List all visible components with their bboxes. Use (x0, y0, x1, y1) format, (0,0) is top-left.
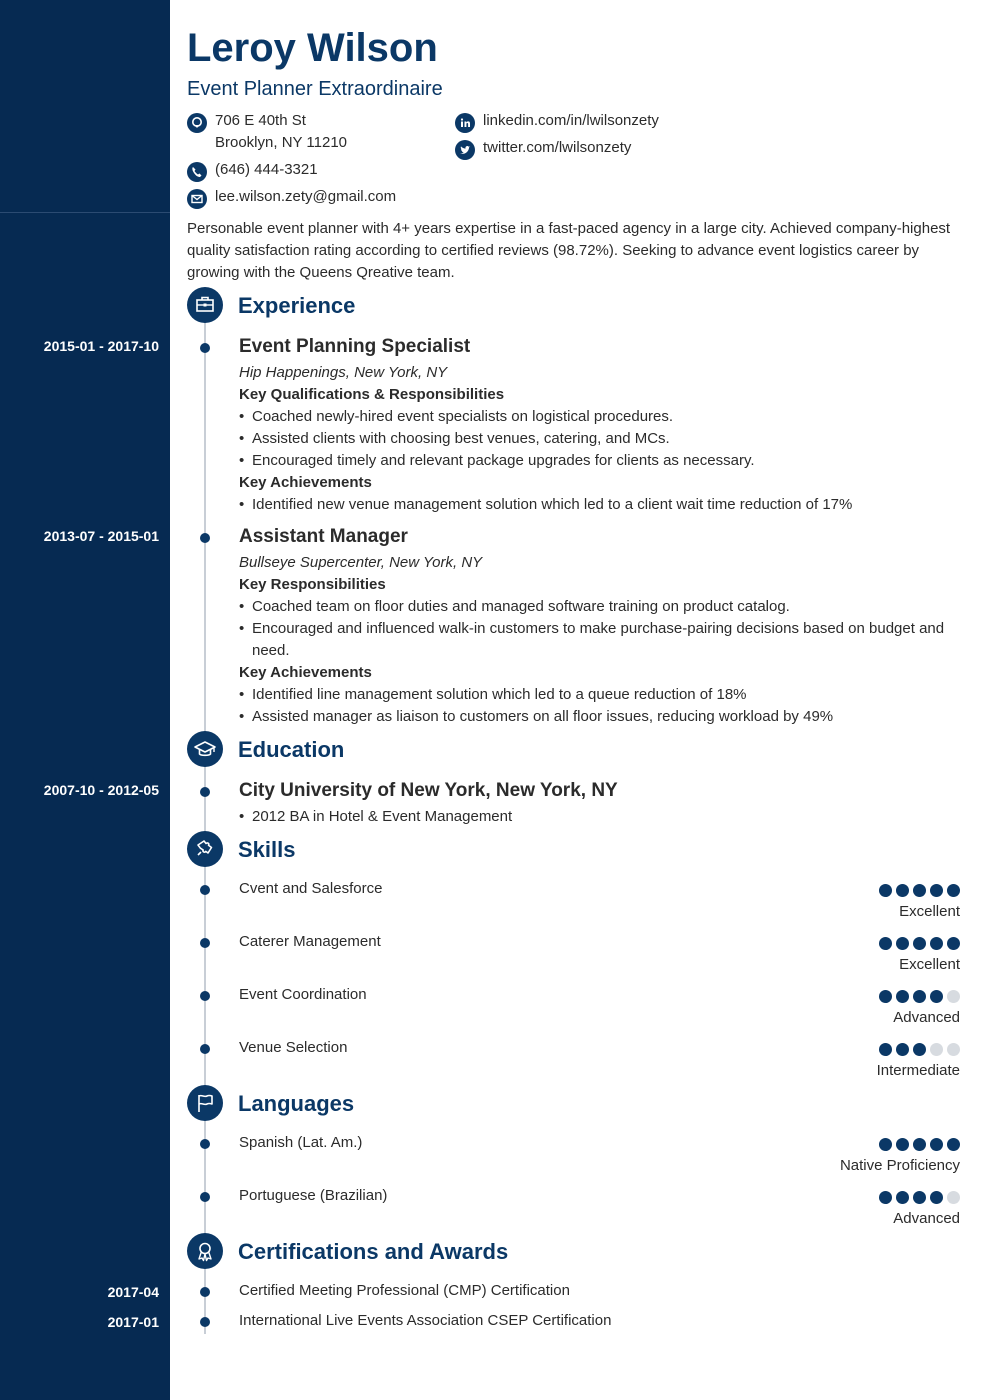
phone-icon (187, 162, 207, 182)
job-dates: 2015-01 - 2017-10 (43, 338, 159, 354)
rating-dot-filled (947, 937, 960, 950)
email-icon (187, 189, 207, 209)
skill-rating (875, 1043, 960, 1056)
degree-item: • 2012 BA in Hotel & Event Management (239, 806, 959, 828)
rating-dot-empty (947, 1191, 960, 1204)
rating-dot-filled (896, 1043, 909, 1056)
rating-dot-filled (913, 937, 926, 950)
rating-dot-filled (930, 1138, 943, 1151)
education-dates: 2007-10 - 2012-05 (43, 782, 159, 798)
rating-dot-filled (913, 884, 926, 897)
rating-dot-filled (879, 990, 892, 1003)
responsibilities-heading: Key Responsibilities (239, 576, 386, 593)
email-address[interactable]: lee.wilson.zety@gmail.com (215, 188, 397, 205)
rating-dot-filled (913, 990, 926, 1003)
responsibility-item: • Encouraged timely and relevant package upgrades for clients as necessary. (239, 450, 959, 472)
certification-date: 2017-04 (107, 1284, 159, 1300)
language-rating (875, 1138, 960, 1151)
timeline-dot (200, 1287, 210, 1297)
languages-heading: Languages (238, 1091, 355, 1116)
rating-dot-filled (913, 1043, 926, 1056)
timeline-dot (200, 1317, 210, 1327)
location-icon (187, 113, 207, 133)
skill-rating (875, 884, 960, 897)
skill-level-label: Advanced (893, 1009, 960, 1026)
rating-dot-empty (947, 990, 960, 1003)
puzzle-icon (187, 831, 223, 867)
candidate-title: Event Planner Extraordinaire (187, 78, 443, 100)
rating-dot-filled (930, 884, 943, 897)
rating-dot-empty (947, 1043, 960, 1056)
rating-dot-filled (896, 990, 909, 1003)
timeline-dot (200, 343, 210, 353)
skills-heading: Skills (238, 837, 296, 862)
rating-dot-filled (913, 1138, 926, 1151)
responsibility-item: • Assisted clients with choosing best venues, catering, and MCs. (239, 428, 959, 450)
skill-name: Venue Selection (239, 1039, 348, 1056)
address-line1: 706 E 40th St (215, 112, 306, 129)
skill-rating (875, 990, 960, 1003)
rating-dot-filled (930, 937, 943, 950)
timeline-line (204, 322, 206, 1334)
skill-rating (875, 937, 960, 950)
language-name: Spanish (Lat. Am.) (239, 1134, 363, 1151)
rating-dot-filled (879, 1191, 892, 1204)
responsibility-item: • Encouraged and influenced walk-in customers to make purchase-pairing decisions based on budget and need. (239, 618, 959, 662)
skill-level-label: Excellent (899, 956, 960, 973)
achievements-heading: Key Achievements (239, 474, 372, 491)
rating-dot-filled (913, 1191, 926, 1204)
rating-dot-filled (879, 937, 892, 950)
award-ribbon-icon (187, 1233, 223, 1269)
timeline-dot (200, 885, 210, 895)
certification-name: International Live Events Association CSEP Certification (239, 1312, 612, 1329)
responsibility-item: • Coached team on floor duties and managed software training on product catalog. (239, 596, 959, 618)
timeline-dot (200, 991, 210, 1001)
rating-dot-filled (896, 884, 909, 897)
job-dates: 2013-07 - 2015-01 (43, 528, 159, 544)
timeline-dot (200, 533, 210, 543)
rating-dot-filled (879, 884, 892, 897)
job-company: Hip Happenings, New York, NY (239, 364, 448, 381)
responsibility-item: • Coached newly-hired event specialists on logistical procedures. (239, 406, 959, 428)
rating-dot-empty (930, 1043, 943, 1056)
candidate-name: Leroy Wilson (187, 26, 438, 70)
rating-dot-filled (879, 1138, 892, 1151)
rating-dot-filled (930, 1191, 943, 1204)
language-name: Portuguese (Brazilian) (239, 1187, 388, 1204)
certification-date: 2017-01 (107, 1314, 159, 1330)
rating-dot-filled (896, 937, 909, 950)
address-line2: Brooklyn, NY 11210 (215, 134, 348, 151)
job-title: Assistant Manager (239, 526, 408, 547)
linkedin-icon (455, 113, 475, 133)
timeline-dot (200, 1192, 210, 1202)
linkedin-url[interactable]: linkedin.com/in/lwilsonzety (483, 112, 659, 129)
timeline-dot (200, 1139, 210, 1149)
rating-dot-filled (947, 1138, 960, 1151)
rating-dot-filled (896, 1191, 909, 1204)
skill-name: Caterer Management (239, 933, 381, 950)
achievement-item: • Identified line management solution which led to a queue reduction of 18% (239, 684, 959, 706)
profile-summary: Personable event planner with 4+ years expertise in a fast-paced agency in a large city. Achieved company-highest quality satisfaction rating according to certified reviews (98.72%). Seeking to advance event logistics career by growing with the Queens Qreative team. (187, 220, 951, 281)
graduation-cap-icon (187, 731, 223, 767)
timeline-dot (200, 1044, 210, 1054)
education-heading: Education (238, 737, 345, 762)
timeline-dot (200, 787, 210, 797)
certification-name: Certified Meeting Professional (CMP) Certification (239, 1282, 570, 1299)
rating-dot-filled (879, 1043, 892, 1056)
skill-name: Cvent and Salesforce (239, 880, 383, 897)
language-level-label: Advanced (893, 1210, 960, 1227)
twitter-handle[interactable]: twitter.com/lwilsonzety (483, 139, 632, 156)
responsibilities-heading: Key Qualifications & Responsibilities (239, 386, 505, 403)
school-name: City University of New York, New York, NY (239, 780, 618, 801)
phone-number: (646) 444-3321 (215, 161, 318, 178)
twitter-icon (455, 140, 475, 160)
sidebar (0, 0, 170, 1400)
job-company: Bullseye Supercenter, New York, NY (239, 554, 483, 571)
achievements-heading: Key Achievements (239, 664, 372, 681)
sidebar-divider (0, 212, 170, 213)
language-level-label: Native Proficiency (839, 1157, 960, 1174)
rating-dot-filled (930, 990, 943, 1003)
skill-level-label: Excellent (899, 903, 960, 920)
briefcase-icon (187, 287, 223, 323)
rating-dot-filled (896, 1138, 909, 1151)
job-title: Event Planning Specialist (239, 336, 471, 357)
rating-dot-filled (947, 884, 960, 897)
flag-icon (187, 1085, 223, 1121)
language-rating (875, 1191, 960, 1204)
skill-name: Event Coordination (239, 986, 367, 1003)
skill-level-label: Intermediate (876, 1062, 960, 1079)
certifications-heading: Certifications and Awards (238, 1239, 509, 1264)
experience-heading: Experience (238, 293, 356, 318)
achievement-item: • Assisted manager as liaison to customers on all floor issues, reducing workload by 49% (239, 706, 959, 728)
achievement-item: • Identified new venue management solution which led to a client wait time reduction of 17% (239, 494, 959, 516)
timeline-dot (200, 938, 210, 948)
